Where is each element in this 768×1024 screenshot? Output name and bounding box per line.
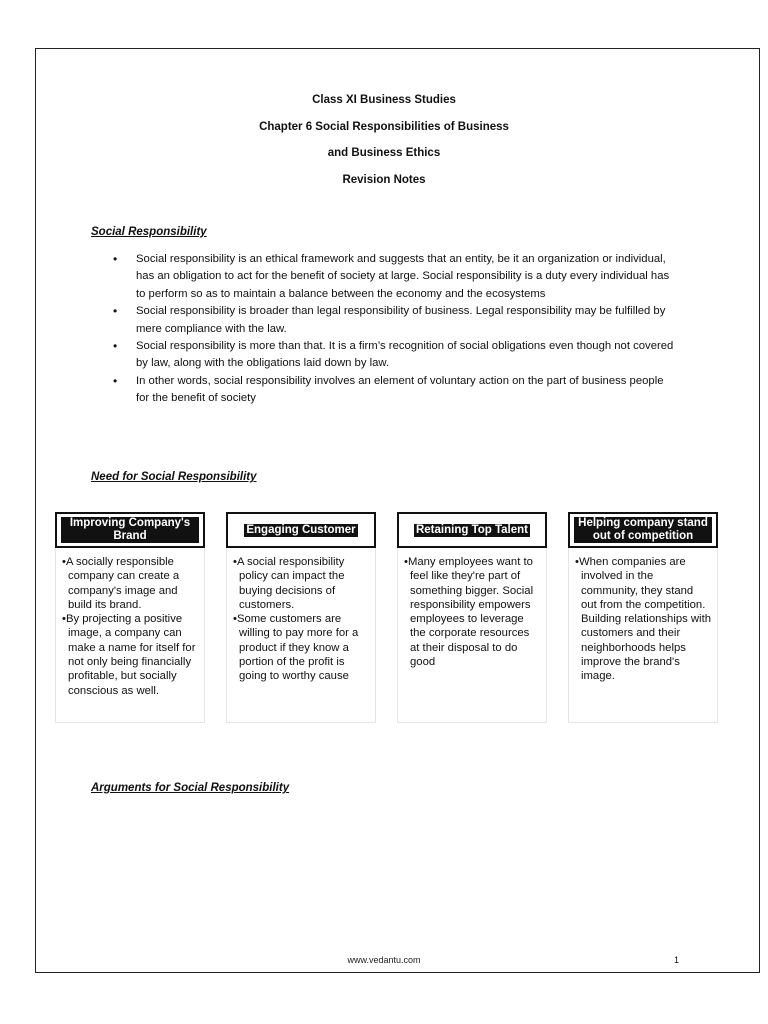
card-body bbox=[226, 548, 376, 723]
header-line-1: Class XI Business Studies bbox=[312, 94, 456, 106]
card-heading-text: Retaining Top Talent bbox=[415, 523, 528, 536]
card-heading-text: Engaging Customer bbox=[246, 523, 356, 536]
need-cards-row bbox=[0, 512, 768, 727]
card-retaining-talent bbox=[397, 512, 547, 723]
card-body bbox=[568, 548, 718, 723]
card-body bbox=[55, 548, 205, 723]
card-point: •A socially responsible company can create a company's image and build its brand. bbox=[62, 556, 180, 611]
card-improving-brand bbox=[55, 512, 205, 723]
section-title-arguments: Arguments for Social Responsibility bbox=[91, 782, 290, 794]
section-title-need-for-social-responsibility: Need for Social Responsibility bbox=[91, 471, 257, 483]
card-point: •Many employees want to feel like they're part of something bigger. Social responsibility empowers employees to leverage the corporate resources at their disposal to do good bbox=[404, 556, 534, 669]
card-point: •When companies are involved in the community, they stand out from the competition. Building relationships with customers and their neighborhoods helps improve the brand's image. bbox=[575, 556, 711, 683]
card-point: •Some customers are willing to pay more for a product if they know a portion of the profit is going to worthy cause bbox=[233, 613, 359, 683]
card-point: •By projecting a positive image, a company can make a name for itself for not only being financially profitable, but socially conscious as well. bbox=[62, 613, 196, 697]
card-body bbox=[397, 548, 547, 723]
card-heading-text: Helping company stand out of competition bbox=[574, 517, 712, 543]
header-line-3: and Business Ethics bbox=[327, 147, 441, 159]
card-heading bbox=[226, 512, 376, 548]
card-heading bbox=[568, 512, 718, 548]
document-header bbox=[0, 92, 768, 198]
bullet-list bbox=[113, 251, 678, 408]
card-heading-text: Improving Company's Brand bbox=[61, 517, 199, 543]
header-line-2: Chapter 6 Social Responsibilities of Business bbox=[259, 120, 509, 133]
header-line-4: Revision Notes bbox=[342, 173, 426, 186]
bullet-item: • Social responsibility is an ethical framework and suggests that an entity, be it an organization or individual, has an obligation to act for the benefit of society at large. Social responsibility is a duty every individual has to perform so as to maintain a balance between the economy and the ecosystems bbox=[113, 251, 678, 303]
card-engaging-customer bbox=[226, 512, 376, 723]
card-heading bbox=[397, 512, 547, 548]
bullet-item: • Social responsibility is broader than legal responsibility of business. Legal responsibility may be fulfilled by mere compliance with the law. bbox=[113, 303, 678, 338]
footer-url: www.vedantu.com bbox=[347, 955, 421, 965]
card-point: •A social responsibility policy can impact the buying decisions of customers. bbox=[233, 556, 345, 611]
section-title-social-responsibility: Social Responsibility bbox=[91, 226, 207, 238]
card-heading bbox=[55, 512, 205, 548]
card-helping-stand-out bbox=[568, 512, 718, 723]
bullet-item: • In other words, social responsibility involves an element of voluntary action on the part of business people for the benefit of society bbox=[113, 373, 678, 408]
bullet-item: • Social responsibility is more than that. It is a firm’s recognition of social obligations even though not covered by law, along with the obligations laid down by law. bbox=[113, 338, 678, 373]
page-number: 1 bbox=[674, 955, 680, 965]
